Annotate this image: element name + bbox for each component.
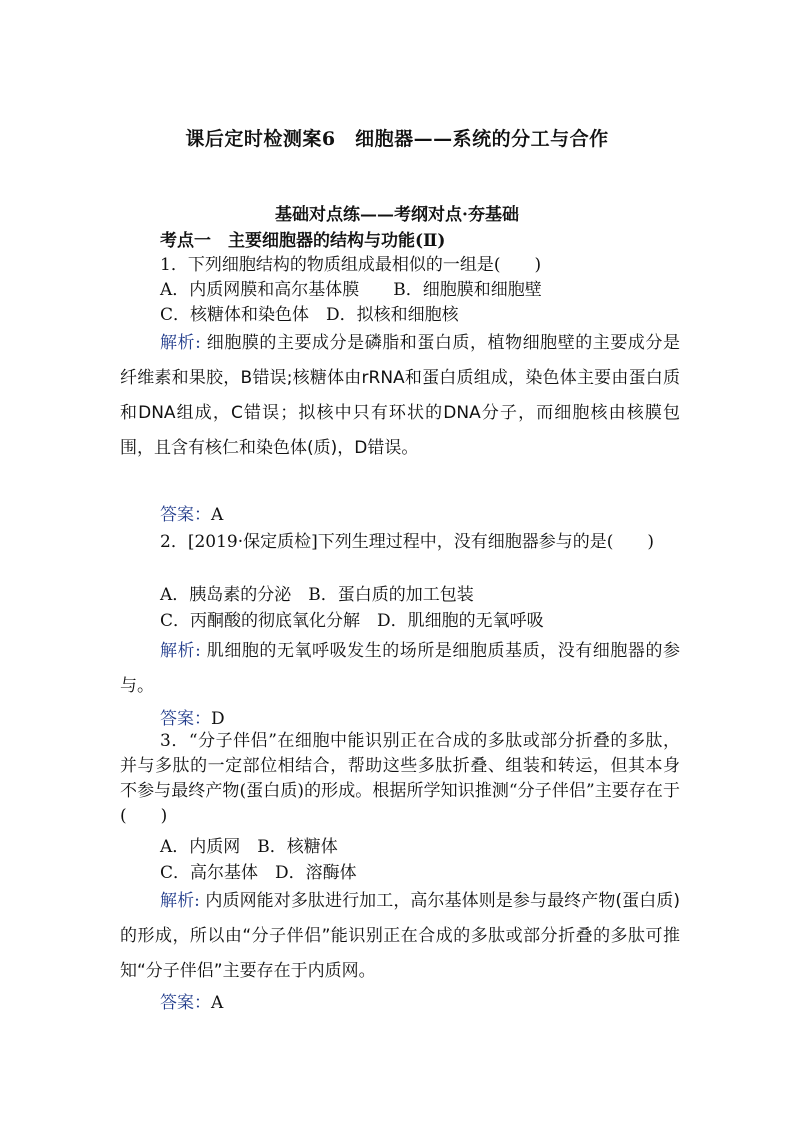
page-title: 课后定时检测案6 细胞器——系统的分工与合作 (185, 128, 609, 150)
q3-options-cd: C．高尔基体 D．溶酶体 (160, 863, 357, 883)
q1-options-ab: A．内质网膜和高尔基体膜 B．细胞膜和细胞壁 (160, 280, 542, 300)
q2-options-cd: C．丙酮酸的彻底氧化分解 D．肌细胞的无氧呼吸 (160, 611, 544, 631)
q2-stem: 2．[2019·保定质检]下列生理过程中，没有细胞器参与的是( ) (160, 532, 655, 552)
q1-answer (160, 500, 223, 525)
q3-answer (160, 988, 223, 1013)
q3-options-ab: A．内质网 B．核糖体 (160, 837, 338, 857)
q3-explain-text: 内质网能对多肽进行加工，高尔基体则是参与最终产物(蛋白质)的形成，所以由“分子伴侣”能识别正在合成的多肽或部分折叠的多肽可推知“分子伴侣”主要存在于内质网。 (120, 891, 681, 981)
q1-stem: 1．下列细胞结构的物质组成最相似的一组是( ) (160, 255, 542, 275)
q3-explain-tag: 解析: (160, 891, 200, 911)
q2-explain-text: 肌细胞的无氧呼吸发生的场所是细胞质基质，没有细胞器的参与。 (120, 641, 680, 696)
point-heading: 考点一 主要细胞器的结构与功能(Ⅱ) (160, 231, 446, 251)
q1-options-cd: C．核糖体和染色体 D．拟核和细胞核 (160, 305, 459, 325)
q2-options-ab: A．胰岛素的分泌 B．蛋白质的加工包装 (160, 585, 474, 605)
q3-explanation (120, 884, 680, 989)
q1-explain-tag: 解析: (160, 333, 201, 353)
q1-answer-value: A (211, 505, 224, 525)
q1-explain-text: 细胞膜的主要成分是磷脂和蛋白质，植物细胞壁的主要成分是纤维素和果胶，B错误;核糖体由rRNA和蛋白质组成，染色体主要由蛋白质和DNA组成，C错误；拟核中只有环状的DNA分子，而细胞核由核膜包围，且含有核仁和染色体(质)，D错误。 (120, 333, 680, 458)
q3-stem: 3．“分子伴侣”在细胞中能识别正在合成的多肽或部分折叠的多肽，并与多肽的一定部位相结合，帮助这些多肽折叠、组装和转运，但其本身不参与最终产物(蛋白质)的形成。根据所学知识推测“分子伴侣”主要存在于( ) (120, 731, 680, 826)
q2-explain-tag: 解析: (160, 641, 201, 661)
q2-answer-value: D (211, 709, 225, 729)
q2-answer (160, 704, 225, 729)
q3-answer-tag: 答案： (160, 993, 211, 1013)
q2-answer-tag: 答案： (160, 709, 211, 729)
q1-explanation (120, 326, 680, 466)
q1-answer-tag: 答案： (160, 505, 211, 525)
q2-explanation (120, 634, 680, 704)
q3-answer-value: A (211, 993, 224, 1013)
section-heading: 基础对点练——考纲对点·夯基础 (275, 205, 519, 225)
